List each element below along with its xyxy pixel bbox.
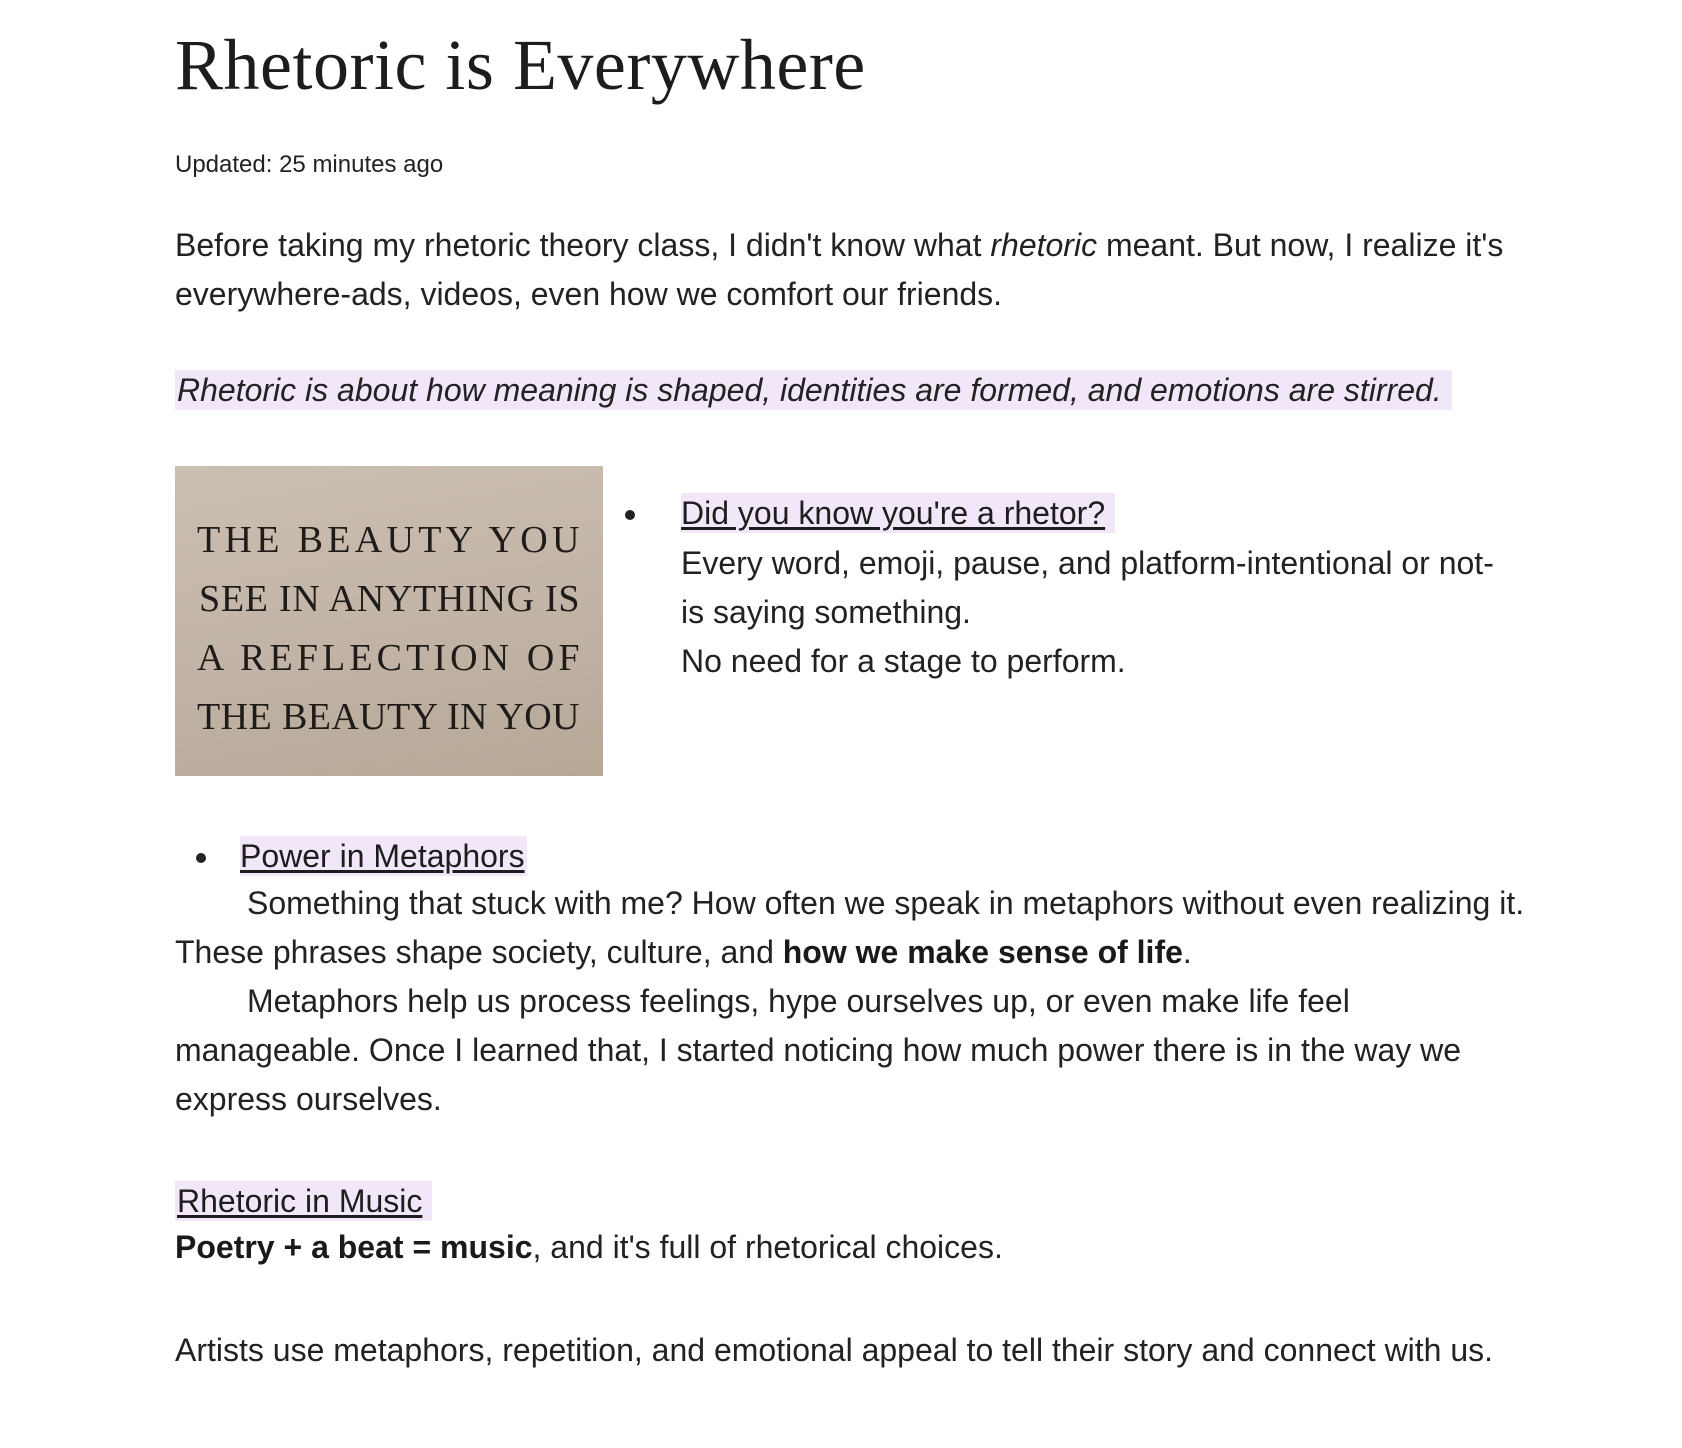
beauty-quote-image [175,466,603,776]
metaphors-section [175,836,1535,1124]
post-title: Rhetoric is Everywhere [175,25,866,105]
intro-italic-word: rhetoric [990,227,1098,263]
metaphors-text-before: Something that stuck with me? How often we speak in metaphors without even realizing it. These phrases shape society, culture, and [175,885,1525,970]
intro-text-after: meant. But now, I realize it's everywhere-ads, videos, even how we comfort our friends. [175,227,1504,312]
music-section [175,1181,1535,1272]
metaphors-text-after: . [1182,934,1192,970]
music-text-rest: , and it's full of rhetorical choices. [532,1229,1003,1265]
artists-paragraph: Artists use metaphors, repetition, and emotional appeal to tell their story and connect with us. [175,1332,1494,1368]
image-text-line: SEE IN ANYTHING IS [199,578,581,620]
intro-text-before: Before taking my rhetoric theory class, I didn't know what [175,227,991,263]
image-text-line: A REFLECTION OF [197,637,581,679]
rhetor-bullet [631,493,1511,686]
intro-paragraph [175,221,1515,319]
music-heading-link[interactable]: Rhetoric in Music [175,1181,432,1221]
updated-timestamp: Updated: 25 minutes ago [175,151,444,178]
image-text-line: THE BEAUTY YOU [197,519,581,561]
highlighted-quote [175,369,1452,411]
image-text-line: THE BEAUTY IN YOU [197,696,581,738]
bullet-dot-icon [625,510,635,520]
quote-text: Rhetoric is about how meaning is shaped, identities are formed, and emotions are stirred. [175,370,1452,410]
music-bold-phrase: Poetry + a beat = music [175,1229,533,1265]
metaphors-paragraph-1 [175,879,1535,977]
metaphors-paragraph-2: Metaphors help us process feelings, hype ourselves up, or even make life feel manageable. Once I learned that, I started noticing how much power there is in the way we express ourselves. [175,983,1462,1117]
metaphors-heading-link[interactable]: Power in Metaphors [240,838,525,874]
music-line [175,1223,1535,1272]
bullet-dot-icon [196,853,206,863]
rhetor-line-1: Every word, emoji, pause, and platform-intentional or not- is saying something. [681,545,1494,630]
metaphors-bold-phrase: how we make sense of life [782,934,1183,970]
rhetor-heading-link[interactable]: Did you know you're a rhetor? [681,493,1115,533]
rhetor-line-2: No need for a stage to perform. [681,643,1126,679]
